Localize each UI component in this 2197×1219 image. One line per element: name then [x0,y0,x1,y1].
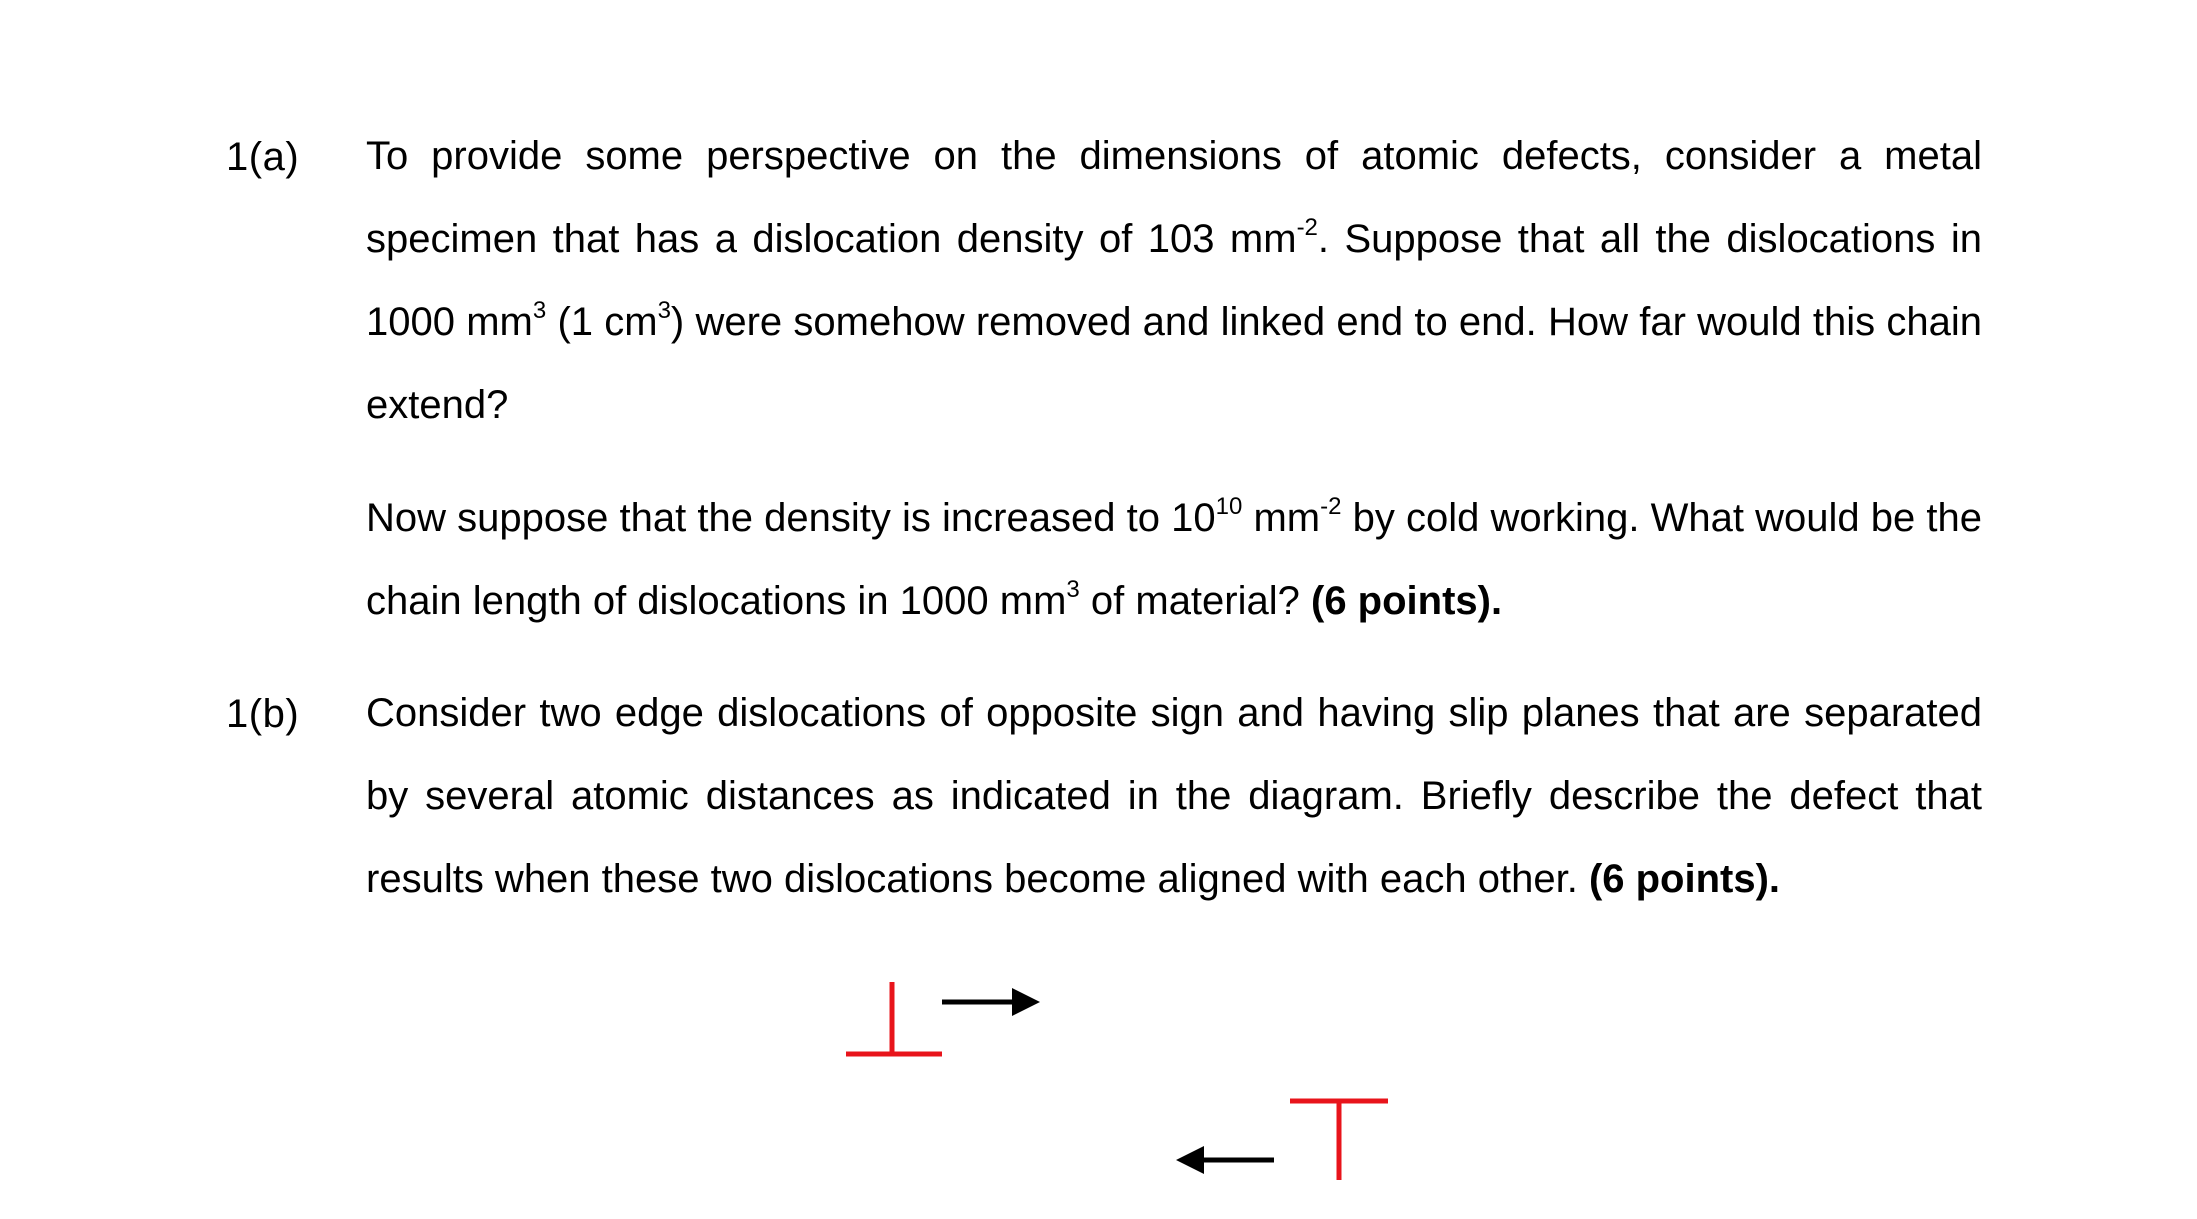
question-number: 1(b) [226,692,300,736]
superscript: 10 [1215,493,1243,520]
arrow-left-icon [1176,1146,1274,1174]
text: . Suppose that all the dislocations in 1000 mm [366,217,1982,344]
edge-dislocation-positive [846,982,942,1054]
text: Now suppose that the density is increased to 10 [366,496,1216,540]
question-number: 1(a) [226,135,300,179]
text: by cold working. What would be the chain length of dislocations in 1000 mm [366,496,1982,623]
text: of material? [1079,579,1311,623]
text: mm [1242,496,1321,540]
text: ) were somehow removed and linked end to end. How far would this chain extend? [366,300,1982,427]
superscript: -2 [1296,214,1318,241]
superscript: 3 [532,297,547,324]
superscript: 3 [657,297,671,324]
superscript: 3 [1066,576,1080,603]
text: To provide some perspective on the dimensions of atomic defects, consider a metal specimen that has a dislocation density of 103 mm [366,134,1982,261]
superscript: -2 [1320,493,1342,520]
text: Consider two edge dislocations of opposite sign and having slip planes that are separated by several atomic distances as indicated in the diagram. Briefly describe the defect that results when these two dislocations become aligned with each other. [366,691,1982,901]
points-label: (6 points). [1311,579,1503,623]
edge-dislocation-negative [1290,1101,1388,1180]
arrow-right-icon [942,988,1040,1016]
text: (1 cm [546,300,658,344]
points-label: (6 points). [1588,857,1781,901]
